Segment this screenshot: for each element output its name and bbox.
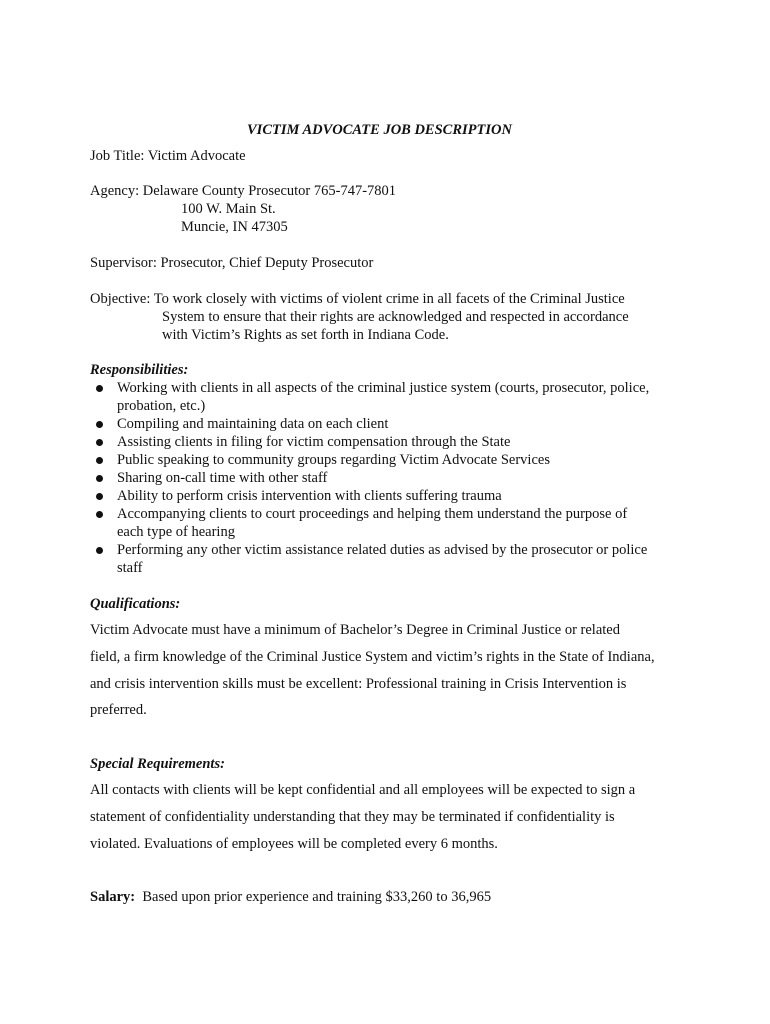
- agency-line: Agency: Delaware County Prosecutor 765-747-7801: [90, 183, 397, 199]
- list-item: Compiling and maintaining data on each client: [117, 416, 389, 432]
- salary-text: Based upon prior experience and training $33,260 to 36,965: [135, 889, 492, 905]
- bullet-icon: [96, 547, 103, 554]
- qualifications-line-1: Victim Advocate must have a minimum of Bachelor’s Degree in Criminal Justice or related: [90, 622, 620, 638]
- list-item: Ability to perform crisis intervention with clients suffering trauma: [117, 488, 502, 504]
- list-item-continuation: each type of hearing: [117, 524, 235, 540]
- list-item: Sharing on-call time with other staff: [117, 470, 328, 486]
- objective-line-2: System to ensure that their rights are acknowledged and respected in accordance: [162, 309, 629, 325]
- qualifications-line-2: field, a firm knowledge of the Criminal Justice System and victim’s rights in the State of Indiana,: [90, 649, 655, 665]
- special-requirements-heading: Special Requirements:: [90, 756, 225, 772]
- salary-label: Salary:: [90, 889, 136, 905]
- salary-line: [90, 888, 491, 906]
- agency-address-city: Muncie, IN 47305: [181, 219, 288, 235]
- agency-address-street: 100 W. Main St.: [181, 201, 276, 217]
- list-item: Performing any other victim assistance related duties as advised by the prosecutor or police: [117, 542, 648, 558]
- special-requirements-line-2: statement of confidentiality understanding that they may be terminated if confidentiality is: [90, 809, 615, 825]
- bullet-icon: [96, 457, 103, 464]
- bullet-icon: [96, 385, 103, 392]
- list-item-continuation: probation, etc.): [117, 398, 206, 414]
- special-requirements-line-3: violated. Evaluations of employees will be completed every 6 months.: [90, 836, 498, 852]
- supervisor-line: Supervisor: Prosecutor, Chief Deputy Prosecutor: [90, 255, 374, 271]
- bullet-icon: [96, 439, 103, 446]
- responsibilities-heading: Responsibilities:: [90, 362, 189, 378]
- objective-line-3: with Victim’s Rights as set forth in Indiana Code.: [162, 327, 449, 343]
- objective-line-1: Objective: To work closely with victims of violent crime in all facets of the Criminal Justice: [90, 291, 625, 307]
- bullet-icon: [96, 511, 103, 518]
- bullet-icon: [96, 475, 103, 482]
- list-item: Working with clients in all aspects of the criminal justice system (courts, prosecutor, police,: [117, 380, 650, 396]
- bullet-icon: [96, 421, 103, 428]
- list-item: Public speaking to community groups regarding Victim Advocate Services: [117, 452, 550, 468]
- job-title-line: Job Title: Victim Advocate: [90, 148, 246, 164]
- list-item: Assisting clients in filing for victim compensation through the State: [117, 434, 511, 450]
- qualifications-line-4: preferred.: [90, 702, 147, 718]
- bullet-icon: [96, 493, 103, 500]
- page-title: VICTIM ADVOCATE JOB DESCRIPTION: [247, 122, 512, 138]
- qualifications-line-3: and crisis intervention skills must be excellent: Professional training in Crisis Intervention is: [90, 676, 627, 692]
- qualifications-heading: Qualifications:: [90, 596, 181, 612]
- list-item: Accompanying clients to court proceedings and helping them understand the purpose of: [117, 506, 628, 522]
- list-item-continuation: staff: [117, 560, 143, 576]
- special-requirements-line-1: All contacts with clients will be kept confidential and all employees will be expected to sign a: [90, 782, 636, 798]
